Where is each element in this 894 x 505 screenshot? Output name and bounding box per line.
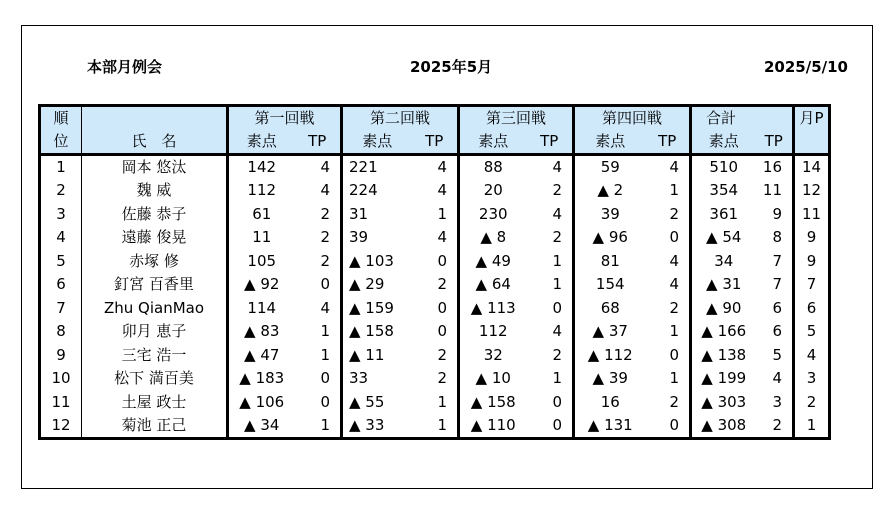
total-tp: 9 [772,204,782,223]
round3-tp: 1 [552,251,562,270]
round3-score: ▲ 113 [459,297,527,321]
tp-header: TP [527,130,574,155]
raw-header: 素点 [691,130,756,155]
round2-score: 39 [342,226,412,250]
round3-score: ▲ 64 [459,273,527,297]
total-tp: 16 [762,158,782,176]
player-name: 赤塚 修 [82,250,228,274]
player-name: 土屋 政士 [82,391,228,415]
month-points: 11 [794,203,830,227]
round2-header: 第二回戦 [342,106,459,131]
round3-score: ▲ 8 [459,226,527,250]
round4-score: 81 [574,250,646,274]
rank-cell: 3 [40,203,82,227]
rank-cell: 8 [40,320,82,344]
header-row-1 [40,106,830,131]
table-row [40,203,830,227]
total-tp: 4 [772,369,782,388]
player-name: 佐藤 恭子 [82,203,228,227]
round1-tp: 1 [320,345,330,364]
total-tp: 3 [772,392,782,411]
round1-tp: 4 [320,298,330,317]
total-score: ▲ 199 [691,367,756,391]
round1-score: ▲ 106 [228,391,295,415]
round1-score: 61 [228,203,295,227]
round3-tp: 2 [552,228,562,247]
round1-header: 第一回戦 [228,106,342,131]
round3-tp: 2 [552,181,562,200]
round3-score: ▲ 110 [459,414,527,439]
rank-cell: 11 [40,391,82,415]
round4-tp: 1 [669,322,679,341]
player-name: 三宅 浩一 [82,344,228,368]
rank-cell: 5 [40,250,82,274]
total-tp: 2 [772,416,782,434]
total-score: 34 [691,250,756,274]
month-points: 7 [794,273,830,297]
month-points: 1 [794,414,830,439]
player-name: Zhu QianMao [82,297,228,321]
round3-tp: 0 [552,416,562,434]
total-tp: 5 [772,345,782,364]
total-score: ▲ 303 [691,391,756,415]
player-name: 卯月 恵子 [82,320,228,344]
total-score: ▲ 308 [691,414,756,439]
table-row [40,320,830,344]
month-points: 9 [794,250,830,274]
round3-score: 32 [459,344,527,368]
month-points: 12 [794,179,830,203]
round2-score: 221 [342,155,412,180]
total-score: ▲ 31 [691,273,756,297]
raw-header: 素点 [574,130,646,155]
name-header: 氏 名 [82,130,228,155]
round2-tp: 2 [437,345,447,364]
round3-tp: 4 [552,158,562,176]
round2-score: ▲ 103 [342,250,412,274]
round1-tp: 0 [320,275,330,294]
round2-tp: 0 [437,251,447,270]
round3-tp: 1 [552,369,562,388]
round2-score: 33 [342,367,412,391]
round2-score: 224 [342,179,412,203]
total-score: 361 [691,203,756,227]
name-header-top [82,106,228,131]
rank-header-top: 順 [40,106,82,131]
round4-tp: 4 [669,251,679,270]
round3-score: 230 [459,203,527,227]
table-row [40,273,830,297]
round3-score: ▲ 158 [459,391,527,415]
round3-header: 第三回戦 [459,106,574,131]
round1-score: ▲ 34 [228,414,295,439]
round4-tp: 2 [669,298,679,317]
round2-tp: 1 [437,204,447,223]
total-tp: 6 [772,322,782,341]
club-title: 本部月例会 [87,58,163,76]
round4-tp: 1 [669,181,679,200]
total-tp: 8 [772,228,782,247]
table-row [40,297,830,321]
table-row [40,391,830,415]
round3-tp: 1 [552,275,562,294]
round1-tp: 2 [320,204,330,223]
round2-tp: 2 [437,369,447,388]
round3-score: ▲ 10 [459,367,527,391]
rank-cell: 7 [40,297,82,321]
monthp-header-top: 月P [794,106,830,131]
player-name: 松下 満百美 [82,367,228,391]
round4-score: ▲ 2 [574,179,646,203]
round4-score: 59 [574,155,646,180]
round1-tp: 2 [320,228,330,247]
round4-score: 68 [574,297,646,321]
month-points: 5 [794,320,830,344]
total-tp: 6 [772,298,782,317]
round2-score: ▲ 33 [342,414,412,439]
round4-tp: 2 [669,392,679,411]
month-points: 9 [794,226,830,250]
round2-score: ▲ 158 [342,320,412,344]
month-points: 14 [794,155,830,180]
total-score: ▲ 166 [691,320,756,344]
round4-tp: 0 [669,345,679,364]
round2-score: 31 [342,203,412,227]
month-title: 2025年5月 [410,58,493,76]
raw-header: 素点 [459,130,527,155]
round3-tp: 4 [552,322,562,341]
round2-tp: 2 [437,275,447,294]
round1-tp: 4 [320,181,330,200]
round1-tp: 0 [320,369,330,388]
round4-score: 39 [574,203,646,227]
total-tp: 7 [772,251,782,270]
header-row-2 [40,130,830,155]
total-score: ▲ 90 [691,297,756,321]
table-row [40,155,830,180]
round1-score: 114 [228,297,295,321]
round2-tp: 1 [437,392,447,411]
round4-score: ▲ 112 [574,344,646,368]
table-row [40,179,830,203]
rank-cell: 4 [40,226,82,250]
total-score: ▲ 54 [691,226,756,250]
round2-score: ▲ 159 [342,297,412,321]
table-row [40,414,830,439]
round4-tp: 0 [669,228,679,247]
round3-tp: 2 [552,345,562,364]
round3-tp: 0 [552,392,562,411]
round4-score: 16 [574,391,646,415]
round2-tp: 0 [437,322,447,341]
raw-header: 素点 [342,130,412,155]
table-row [40,226,830,250]
round1-score: ▲ 83 [228,320,295,344]
tp-header: TP [646,130,691,155]
round1-score: 142 [228,155,295,180]
rank-cell: 12 [40,414,82,439]
round4-tp: 1 [669,369,679,388]
total-header: 合計 [691,106,794,131]
rank-cell: 10 [40,367,82,391]
round2-tp: 4 [437,158,447,176]
results-table [38,104,831,440]
tp-header: TP [295,130,342,155]
round1-score: ▲ 47 [228,344,295,368]
round3-score: 112 [459,320,527,344]
round4-tp: 4 [669,158,679,176]
total-tp: 7 [772,275,782,294]
round3-tp: 0 [552,298,562,317]
rank-cell: 2 [40,179,82,203]
round4-score: ▲ 37 [574,320,646,344]
round2-tp: 4 [437,228,447,247]
round3-score: 20 [459,179,527,203]
total-tp: 11 [762,181,782,200]
round1-score: 105 [228,250,295,274]
monthp-header-bottom [794,130,830,155]
round2-tp: 4 [437,181,447,200]
round4-score: ▲ 39 [574,367,646,391]
rank-cell: 6 [40,273,82,297]
round1-tp: 1 [320,322,330,341]
month-points: 4 [794,344,830,368]
month-points: 2 [794,391,830,415]
table-row [40,367,830,391]
round4-score: ▲ 131 [574,414,646,439]
round4-score: ▲ 96 [574,226,646,250]
round4-header: 第四回戦 [574,106,691,131]
round1-score: ▲ 183 [228,367,295,391]
player-name: 遠藤 俊晃 [82,226,228,250]
round1-tp: 1 [320,416,330,434]
round4-tp: 4 [669,275,679,294]
total-score: 510 [691,155,756,180]
round3-score: 88 [459,155,527,180]
player-name: 釘宮 百香里 [82,273,228,297]
total-score: 354 [691,179,756,203]
player-name: 菊池 正己 [82,414,228,439]
table-row [40,250,830,274]
round4-tp: 0 [669,416,679,434]
tp-header: TP [756,130,794,155]
tp-header: TP [412,130,459,155]
round2-score: ▲ 29 [342,273,412,297]
raw-header: 素点 [228,130,295,155]
month-points: 6 [794,297,830,321]
round4-tp: 2 [669,204,679,223]
rank-cell: 1 [40,155,82,180]
player-name: 魏 威 [82,179,228,203]
round1-score: ▲ 92 [228,273,295,297]
round2-tp: 0 [437,298,447,317]
table-row [40,344,830,368]
total-score: ▲ 138 [691,344,756,368]
rank-header-bottom: 位 [40,130,82,155]
round3-score: ▲ 49 [459,250,527,274]
month-points: 3 [794,367,830,391]
round1-tp: 2 [320,251,330,270]
round2-tp: 1 [437,416,447,434]
event-date: 2025/5/10 [763,58,848,76]
round1-tp: 4 [320,158,330,176]
round1-score: 11 [228,226,295,250]
round3-tp: 4 [552,204,562,223]
round1-score: 112 [228,179,295,203]
rank-cell: 9 [40,344,82,368]
round2-score: ▲ 55 [342,391,412,415]
round1-tp: 0 [320,392,330,411]
round2-score: ▲ 11 [342,344,412,368]
round4-score: 154 [574,273,646,297]
player-name: 岡本 悠汰 [82,155,228,180]
